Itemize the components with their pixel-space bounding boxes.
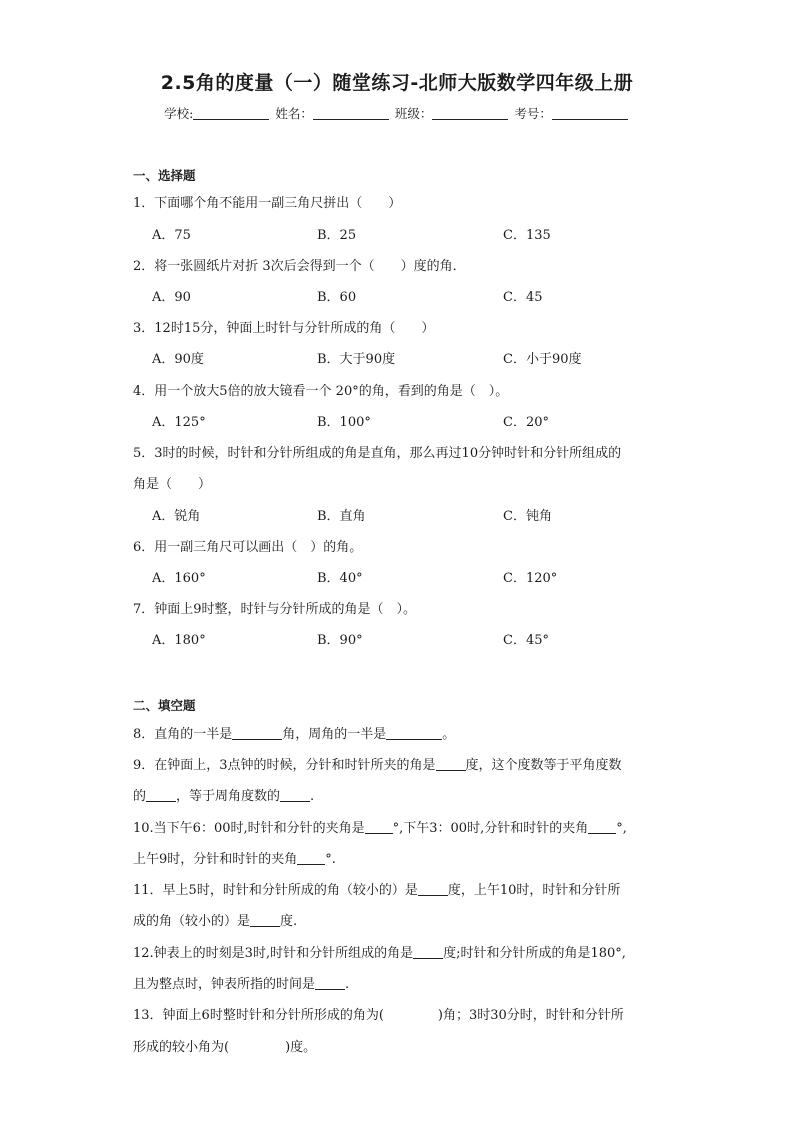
exam-no-label: 考号：	[514, 106, 552, 121]
school-blank[interactable]	[193, 106, 269, 120]
question-10-line-1	[133, 817, 627, 836]
q9-blank-2[interactable]	[146, 788, 176, 802]
question-9-line-1	[133, 754, 622, 773]
question-11-line-2	[133, 910, 297, 929]
q4-option-a: A．125°	[152, 415, 206, 430]
q12-blank-2[interactable]	[315, 976, 345, 990]
q9-text-4: ，等于周角度数的	[176, 789, 281, 804]
student-info-line	[0, 104, 794, 122]
question-7: 7．钟面上9时整，时针与分针所成的角是（ ）。	[133, 602, 417, 617]
q8-blank-2[interactable]	[386, 726, 442, 740]
section-heading-fill: 二、填空题	[133, 698, 196, 713]
q9-blank-3[interactable]	[280, 788, 310, 802]
q2-option-c: C．45	[503, 290, 543, 305]
question-9-line-2	[133, 785, 314, 804]
question-13-line-2	[133, 1036, 316, 1055]
q1-option-c: C．135	[503, 228, 551, 243]
q8-blank-1[interactable]	[232, 726, 282, 740]
q7-option-b: B．90°	[317, 633, 363, 648]
q2-option-a: A．90	[152, 290, 191, 305]
q12-text-4: .	[345, 977, 350, 992]
q11-blank-2[interactable]	[250, 913, 280, 927]
q10-text-1: 10.当下午6：00时,时针和分针的夹角是	[133, 821, 365, 836]
q10-blank-1[interactable]	[365, 820, 393, 834]
q5-option-a: A．锐角	[152, 509, 201, 524]
q10-text-3: °,	[616, 821, 627, 836]
q1-option-b: B．25	[317, 228, 357, 243]
q5-option-b: B．直角	[317, 509, 366, 524]
question-6: 6．用一副三角尺可以画出（ ）的角。	[133, 540, 363, 555]
q7-option-c: C．45°	[503, 633, 549, 648]
q12-text-3: 且为整点时，钟表所指的时间是	[133, 977, 316, 992]
q13-text-2: )角；3时30分时，时针和分针所	[437, 1008, 624, 1023]
q6-option-b: B．40°	[317, 571, 363, 586]
question-5-line-2: 角是（ ）	[133, 477, 212, 492]
q11-text-4: 度.	[280, 914, 298, 929]
q8-text-2: 角，周角的一半是	[282, 727, 387, 742]
q9-text-3: 的	[133, 789, 147, 804]
section-heading-choice: 一、选择题	[133, 168, 196, 183]
q11-text-1: 11．早上5时，时针和分针所成的角（较小的）是	[133, 883, 418, 898]
question-12-line-1	[133, 942, 626, 961]
question-12-line-2	[133, 973, 349, 992]
q4-option-b: B．100°	[317, 415, 371, 430]
q5-option-c: C．钝角	[503, 509, 552, 524]
question-8	[133, 723, 455, 742]
q9-text-2: 度，这个度数等于平角度数	[465, 758, 622, 773]
class-blank[interactable]	[432, 106, 508, 120]
q12-text-1: 12.钟表上的时刻是3时,时针和分针所组成的角是	[133, 946, 414, 961]
q9-text-1: 9．在钟面上，3点钟的时候，分针和时针所夹的角是	[133, 758, 436, 773]
q9-text-5: .	[310, 789, 315, 804]
name-label: 姓名：	[275, 106, 313, 121]
q3-option-a: A．90度	[152, 352, 204, 367]
q1-option-a: A．75	[152, 228, 191, 243]
q6-option-a: A．160°	[152, 571, 206, 586]
question-5-line-1: 5．3时的时候，时针和分针所组成的角是直角，那么再过10分钟时针和分针所组成的	[133, 446, 622, 461]
q10-text-5: °.	[325, 852, 336, 867]
question-3: 3．12时15分，钟面上时针与分针所成的角（ ）	[133, 321, 435, 336]
question-4: 4．用一个放大5倍的放大镜看一个 20°的角，看到的角是（ ）。	[133, 384, 509, 399]
q13-text-3: 形成的较小角为(	[133, 1040, 230, 1055]
q6-option-c: C．120°	[503, 571, 558, 586]
q12-blank-1[interactable]	[413, 945, 443, 959]
q4-option-c: C．20°	[503, 415, 549, 430]
q3-option-c: C．小于90度	[503, 352, 582, 367]
q2-option-b: B．60	[317, 290, 357, 305]
question-2: 2．将一张圆纸片对折 3次后会得到一个（ ）度的角．	[133, 259, 466, 274]
q11-text-2: 度，上午10时，时针和分针所	[447, 883, 621, 898]
q7-option-a: A．180°	[152, 633, 206, 648]
q3-option-b: B．大于90度	[317, 352, 396, 367]
q8-text-3: 。	[442, 727, 456, 742]
q11-blank-1[interactable]	[418, 882, 448, 896]
question-10-line-2	[133, 848, 336, 867]
q10-text-4: 上午9时，分针和时针的夹角	[133, 852, 298, 867]
school-label: 学校:	[164, 106, 194, 121]
page-title: 2.5角的度量（一）随堂练习-北师大版数学四年级上册	[160, 72, 634, 94]
question-13-line-1	[133, 1004, 624, 1023]
q8-text-1: 8．直角的一半是	[133, 727, 233, 742]
q12-text-2: 度;时针和分针所成的角是180°,	[443, 946, 626, 961]
question-11-line-1	[133, 879, 620, 898]
exam-no-blank[interactable]	[552, 106, 628, 120]
q11-text-3: 成的角（较小的）是	[133, 914, 251, 929]
class-label: 班级：	[394, 106, 433, 121]
q13-text-1: 13．钟面上6时整时针和分针所形成的角为(	[133, 1008, 384, 1023]
name-blank[interactable]	[313, 106, 389, 120]
q9-blank-1[interactable]	[436, 757, 466, 771]
question-1: 1．下面哪个角不能用一副三角尺拼出（ ）	[133, 196, 402, 211]
q13-text-4: )度。	[285, 1040, 317, 1055]
q10-text-2: °,下午3：00时,分针和时针的夹角	[392, 821, 589, 836]
q10-blank-2[interactable]	[588, 820, 616, 834]
q10-blank-3[interactable]	[297, 851, 325, 865]
